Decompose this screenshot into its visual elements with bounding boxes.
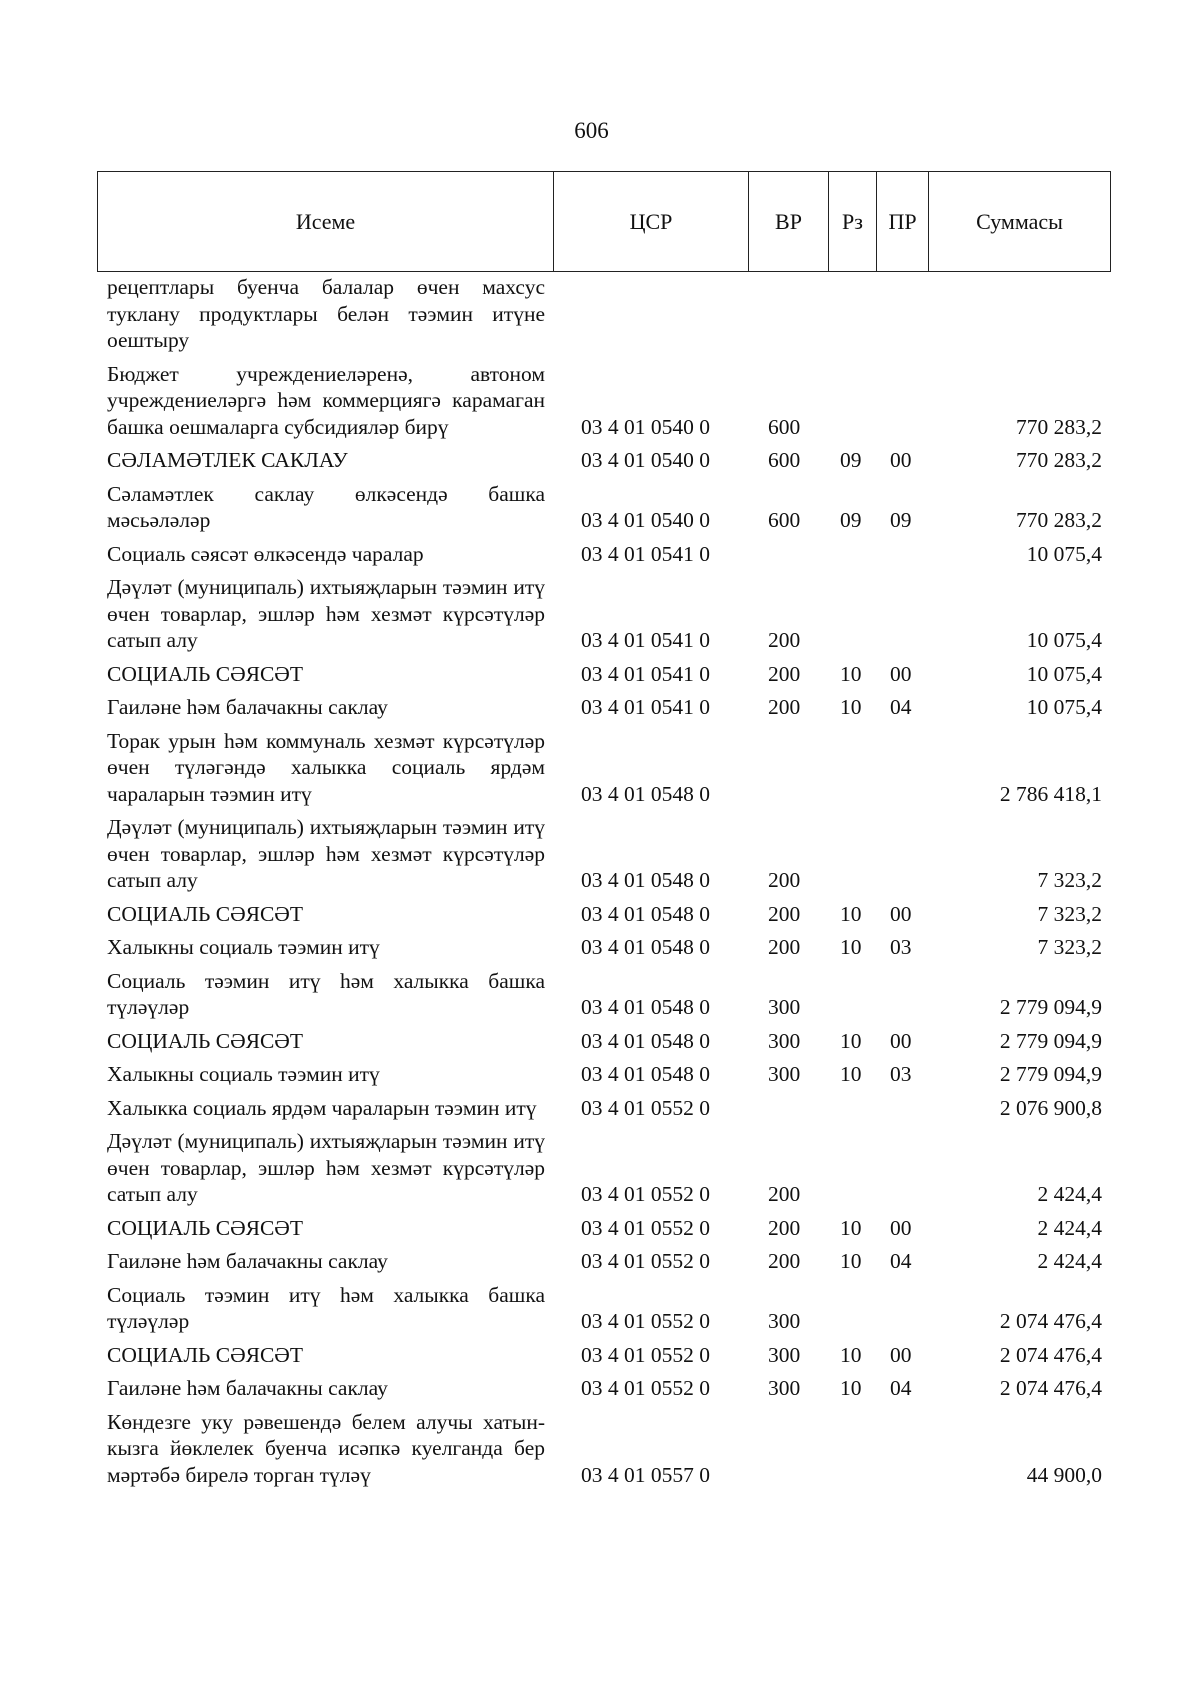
cell-csr-text: 03 4 01 0548 0 <box>581 1062 710 1086</box>
cell-csr <box>553 1091 748 1125</box>
cell-rz <box>828 274 876 357</box>
cell-pr <box>876 1371 928 1405</box>
cell-sum <box>928 690 1110 724</box>
cell-name-text: Халыкка социаль ярдәм чараларын тәэмин итү <box>107 1095 537 1120</box>
table-row <box>97 443 1110 477</box>
cell-vr-text: 200 <box>768 661 801 686</box>
cell-pr <box>876 964 928 1024</box>
table-row <box>97 1211 1110 1245</box>
cell-sum-text: 2 779 094,9 <box>999 1062 1102 1086</box>
cell-name-text: Сәламәтлек саклау өлкәсендә башка мәсьәләләр <box>107 481 545 532</box>
cell-csr <box>553 357 748 444</box>
cell-vr-text: 200 <box>768 1249 801 1273</box>
cell-pr-text: 00 <box>890 448 912 472</box>
cell-vr <box>748 690 828 724</box>
cell-rz <box>828 897 876 931</box>
cell-name-text: Дәүләт (муниципаль) ихтыяҗларын тәэмин итү өчен товарлар, эшләр һәм хезмәт күрсәтүләр сатып алу <box>107 575 545 652</box>
cell-sum <box>928 1057 1110 1091</box>
cell-rz-text: 10 <box>840 1028 862 1053</box>
cell-rz <box>828 357 876 444</box>
cell-vr <box>748 930 828 964</box>
cell-sum-text: 770 283,2 <box>1016 414 1102 439</box>
cell-vr-text: 200 <box>768 935 801 959</box>
cell-rz <box>828 537 876 571</box>
table-row <box>97 1057 1110 1091</box>
cell-rz <box>828 1091 876 1125</box>
cell-vr-text: 200 <box>768 695 801 719</box>
table-row <box>97 897 1110 931</box>
cell-csr-text: 03 4 01 0557 0 <box>581 1462 710 1487</box>
cell-csr-text: 03 4 01 0541 0 <box>581 695 710 719</box>
cell-pr <box>876 570 928 657</box>
cell-sum-text: 44 900,0 <box>1026 1462 1102 1487</box>
cell-sum <box>928 1371 1110 1405</box>
cell-sum-text: 7 323,2 <box>1037 868 1102 892</box>
cell-vr <box>748 443 828 477</box>
cell-csr <box>553 537 748 571</box>
cell-name <box>97 690 553 724</box>
cell-rz-text: 10 <box>840 935 862 959</box>
cell-pr-text: 03 <box>890 1062 912 1086</box>
cell-csr-text: 03 4 01 0540 0 <box>581 508 710 532</box>
cell-vr <box>748 724 828 811</box>
header-name: Исеме <box>98 172 554 272</box>
cell-csr <box>553 690 748 724</box>
cell-csr-text: 03 4 01 0541 0 <box>581 541 710 566</box>
cell-rz-text: 09 <box>840 448 862 472</box>
cell-csr <box>553 930 748 964</box>
cell-csr-text: 03 4 01 0552 0 <box>581 1309 710 1333</box>
cell-name-text: СОЦИАЛЬ СӘЯСӘТ <box>107 1342 303 1367</box>
cell-sum-text: 770 283,2 <box>1016 448 1102 472</box>
table-row <box>97 357 1110 444</box>
cell-name-text: Гаиләне һәм балачакны саклау <box>107 1249 388 1273</box>
cell-sum <box>928 1244 1110 1278</box>
cell-pr <box>876 274 928 357</box>
cell-csr <box>553 1211 748 1245</box>
cell-name <box>97 657 553 691</box>
cell-vr-text: 200 <box>768 628 801 652</box>
cell-csr-text: 03 4 01 0548 0 <box>581 868 710 892</box>
table-row <box>97 810 1110 897</box>
cell-pr <box>876 897 928 931</box>
cell-name-text: СОЦИАЛЬ СӘЯСӘТ <box>107 901 303 926</box>
cell-csr <box>553 810 748 897</box>
cell-csr <box>553 1371 748 1405</box>
cell-name <box>97 443 553 477</box>
cell-pr <box>876 724 928 811</box>
cell-rz-text: 10 <box>840 1062 862 1086</box>
cell-csr <box>553 897 748 931</box>
cell-rz <box>828 1024 876 1058</box>
cell-name <box>97 1124 553 1211</box>
cell-vr-text: 600 <box>768 448 801 472</box>
cell-sum <box>928 1091 1110 1125</box>
cell-sum-text: 2 424,4 <box>1037 1215 1102 1240</box>
cell-name <box>97 810 553 897</box>
cell-sum-text: 10 075,4 <box>1026 628 1102 652</box>
cell-sum <box>928 964 1110 1024</box>
cell-pr <box>876 1091 928 1125</box>
cell-pr-text: 00 <box>890 661 912 686</box>
cell-vr <box>748 1091 828 1125</box>
table-row <box>97 1024 1110 1058</box>
cell-name-text: Бюджет учреждениеләренә, автоном учреждениеләргә һәм коммерциягә карамаган башка оешмаларга субсидияләр бирү <box>107 361 545 439</box>
table-row <box>97 1278 1110 1338</box>
cell-pr-text: 00 <box>890 1215 912 1240</box>
cell-sum <box>928 810 1110 897</box>
cell-vr-text: 300 <box>768 1376 801 1400</box>
cell-pr <box>876 1124 928 1211</box>
cell-name <box>97 1024 553 1058</box>
cell-sum-text: 2 424,4 <box>1037 1249 1102 1273</box>
cell-csr-text: 03 4 01 0541 0 <box>581 661 710 686</box>
cell-rz <box>828 1244 876 1278</box>
cell-pr <box>876 1024 928 1058</box>
cell-rz <box>828 657 876 691</box>
cell-name <box>97 537 553 571</box>
table-row <box>97 1244 1110 1278</box>
cell-vr-text: 200 <box>768 1182 801 1206</box>
cell-name-text: рецептлары буенча балалар өчен махсус туклану продуктлары белән тәэмин итүне оештыру <box>107 275 545 352</box>
cell-vr-text: 600 <box>768 414 801 439</box>
cell-sum-text: 2 779 094,9 <box>999 1028 1102 1053</box>
cell-sum-text: 10 075,4 <box>1026 695 1102 719</box>
cell-name-text: Торак урын һәм коммуналь хезмәт күрсәтүләр өчен түләгәндә халыкка социаль ярдәм чараларын тәэмин итү <box>107 728 545 806</box>
table-row <box>97 570 1110 657</box>
cell-csr <box>553 443 748 477</box>
cell-name <box>97 357 553 444</box>
table-row <box>97 724 1110 811</box>
cell-pr <box>876 690 928 724</box>
cell-pr <box>876 1338 928 1372</box>
cell-name <box>97 1091 553 1125</box>
header-csr: ЦСР <box>554 172 749 272</box>
cell-csr <box>553 1278 748 1338</box>
cell-pr <box>876 1405 928 1492</box>
cell-name-text: Социаль сәясәт өлкәсендә чаралар <box>107 541 424 566</box>
cell-csr <box>553 1057 748 1091</box>
header-rz: Рз <box>829 172 877 272</box>
table-row <box>97 1371 1110 1405</box>
cell-pr <box>876 477 928 537</box>
cell-rz <box>828 964 876 1024</box>
cell-name <box>97 477 553 537</box>
cell-vr <box>748 1024 828 1058</box>
table-row <box>97 1338 1110 1372</box>
cell-name <box>97 1278 553 1338</box>
cell-pr <box>876 443 928 477</box>
cell-csr <box>553 1124 748 1211</box>
table-body <box>97 274 1110 1491</box>
cell-name-text: Халыкны социаль тәэмин итү <box>107 935 380 959</box>
cell-vr <box>748 964 828 1024</box>
cell-sum-text: 7 323,2 <box>1037 935 1102 959</box>
cell-name-text: Дәүләт (муниципаль) ихтыяҗларын тәэмин итү өчен товарлар, эшләр һәм хезмәт күрсәтүләр сатып алу <box>107 1129 545 1206</box>
cell-rz-text: 10 <box>840 695 862 719</box>
cell-vr-text: 200 <box>768 901 801 926</box>
cell-vr <box>748 357 828 444</box>
cell-name-text: Гаиләне һәм балачакны саклау <box>107 1376 388 1400</box>
cell-csr <box>553 1338 748 1372</box>
cell-csr <box>553 570 748 657</box>
cell-csr-text: 03 4 01 0540 0 <box>581 414 710 439</box>
cell-sum <box>928 477 1110 537</box>
cell-sum <box>928 1211 1110 1245</box>
cell-vr-text: 300 <box>768 1342 801 1367</box>
cell-vr-text: 300 <box>768 1309 801 1333</box>
cell-rz <box>828 810 876 897</box>
cell-csr-text: 03 4 01 0552 0 <box>581 1342 710 1367</box>
cell-sum <box>928 357 1110 444</box>
cell-pr-text: 00 <box>890 1342 912 1367</box>
cell-name-text: Халыкны социаль тәэмин итү <box>107 1062 380 1086</box>
cell-vr <box>748 1244 828 1278</box>
cell-csr-text: 03 4 01 0548 0 <box>581 901 710 926</box>
table-header <box>97 171 1111 272</box>
cell-name-text: СОЦИАЛЬ СӘЯСӘТ <box>107 661 303 686</box>
cell-name-text: Дәүләт (муниципаль) ихтыяҗларын тәэмин итү өчен товарлар, эшләр һәм хезмәт күрсәтүләр сатып алу <box>107 815 545 892</box>
table-row <box>97 1091 1110 1125</box>
cell-name-text: СОЦИАЛЬ СӘЯСӘТ <box>107 1028 303 1053</box>
cell-sum <box>928 1278 1110 1338</box>
cell-name-text: Көндезге уку рәвешендә белем алучы хатын-кызга йөклелек буенча исәпкә куелганда бер мәртәбә бирелә торган түләү <box>107 1409 545 1487</box>
cell-rz <box>828 1278 876 1338</box>
cell-vr <box>748 1124 828 1211</box>
cell-rz <box>828 443 876 477</box>
cell-pr <box>876 810 928 897</box>
cell-csr-text: 03 4 01 0540 0 <box>581 448 710 472</box>
cell-rz <box>828 1124 876 1211</box>
cell-pr-text: 03 <box>890 935 912 959</box>
cell-vr-text: 300 <box>768 1028 801 1053</box>
cell-sum <box>928 570 1110 657</box>
cell-sum <box>928 1338 1110 1372</box>
cell-rz-text: 10 <box>840 1376 862 1400</box>
cell-pr <box>876 1211 928 1245</box>
cell-rz <box>828 930 876 964</box>
cell-csr <box>553 964 748 1024</box>
cell-name <box>97 897 553 931</box>
cell-vr-text: 200 <box>768 1215 801 1240</box>
cell-rz <box>828 1405 876 1492</box>
table-row <box>97 1124 1110 1211</box>
table-row <box>97 930 1110 964</box>
cell-name <box>97 724 553 811</box>
header-sum: Суммасы <box>929 172 1111 272</box>
cell-sum <box>928 930 1110 964</box>
cell-pr <box>876 657 928 691</box>
cell-sum-text: 7 323,2 <box>1037 901 1102 926</box>
cell-vr <box>748 897 828 931</box>
cell-csr <box>553 1244 748 1278</box>
cell-vr-text: 600 <box>768 508 801 532</box>
cell-vr <box>748 1057 828 1091</box>
table-row <box>97 690 1110 724</box>
cell-csr-text: 03 4 01 0548 0 <box>581 995 710 1019</box>
cell-pr <box>876 537 928 571</box>
cell-vr <box>748 1405 828 1492</box>
table-row <box>97 537 1110 571</box>
cell-name <box>97 1244 553 1278</box>
cell-sum <box>928 1405 1110 1492</box>
cell-csr-text: 03 4 01 0548 0 <box>581 935 710 959</box>
cell-name <box>97 1211 553 1245</box>
cell-rz-text: 10 <box>840 1342 862 1367</box>
cell-vr <box>748 810 828 897</box>
cell-rz-text: 09 <box>840 508 862 532</box>
cell-sum <box>928 274 1110 357</box>
cell-vr-text: 300 <box>768 1062 801 1086</box>
cell-rz <box>828 477 876 537</box>
cell-pr <box>876 1057 928 1091</box>
cell-csr-text: 03 4 01 0552 0 <box>581 1095 710 1120</box>
table-row <box>97 274 1110 357</box>
cell-sum-text: 2 424,4 <box>1037 1182 1102 1206</box>
cell-name <box>97 570 553 657</box>
cell-sum <box>928 1124 1110 1211</box>
cell-pr <box>876 357 928 444</box>
cell-vr-text: 300 <box>768 995 801 1019</box>
cell-rz <box>828 1338 876 1372</box>
cell-csr-text: 03 4 01 0552 0 <box>581 1376 710 1400</box>
cell-sum <box>928 443 1110 477</box>
cell-pr-text: 04 <box>890 1249 912 1273</box>
cell-name-text: Социаль тәэмин итү һәм халыкка башка түләүләр <box>107 1282 545 1333</box>
table-row <box>97 1405 1110 1492</box>
header-vr: ВР <box>749 172 829 272</box>
cell-name <box>97 274 553 357</box>
cell-rz <box>828 1057 876 1091</box>
cell-pr <box>876 930 928 964</box>
cell-rz-text: 10 <box>840 1215 862 1240</box>
cell-sum-text: 2 779 094,9 <box>999 995 1102 1019</box>
cell-rz <box>828 724 876 811</box>
cell-sum-text: 10 075,4 <box>1026 661 1102 686</box>
cell-csr <box>553 1405 748 1492</box>
cell-sum-text: 10 075,4 <box>1026 541 1102 566</box>
header-pr: ПР <box>877 172 929 272</box>
cell-sum <box>928 897 1110 931</box>
cell-csr-text: 03 4 01 0552 0 <box>581 1215 710 1240</box>
cell-pr-text: 09 <box>890 508 912 532</box>
cell-rz <box>828 1211 876 1245</box>
cell-csr-text: 03 4 01 0552 0 <box>581 1182 710 1206</box>
cell-sum <box>928 657 1110 691</box>
cell-csr-text: 03 4 01 0548 0 <box>581 781 710 806</box>
cell-csr <box>553 274 748 357</box>
cell-sum-text: 2 074 476,4 <box>999 1309 1102 1333</box>
cell-rz-text: 10 <box>840 901 862 926</box>
cell-name-text: СОЦИАЛЬ СӘЯСӘТ <box>107 1215 303 1240</box>
cell-pr <box>876 1244 928 1278</box>
cell-sum <box>928 724 1110 811</box>
cell-rz <box>828 690 876 724</box>
cell-rz <box>828 1371 876 1405</box>
cell-name-text: Гаиләне һәм балачакны саклау <box>107 695 388 719</box>
table-row <box>97 964 1110 1024</box>
cell-csr <box>553 724 748 811</box>
cell-name <box>97 1057 553 1091</box>
cell-pr <box>876 1278 928 1338</box>
cell-csr <box>553 657 748 691</box>
cell-sum <box>928 1024 1110 1058</box>
cell-name <box>97 1338 553 1372</box>
cell-vr <box>748 477 828 537</box>
cell-name <box>97 1405 553 1492</box>
cell-sum-text: 2 076 900,8 <box>999 1095 1102 1120</box>
cell-sum-text: 770 283,2 <box>1016 508 1102 532</box>
cell-pr-text: 00 <box>890 1028 912 1053</box>
table-row <box>97 657 1110 691</box>
cell-csr <box>553 1024 748 1058</box>
cell-csr-text: 03 4 01 0548 0 <box>581 1028 710 1053</box>
cell-sum-text: 2 786 418,1 <box>999 781 1102 806</box>
cell-name <box>97 930 553 964</box>
cell-vr <box>748 1371 828 1405</box>
cell-rz-text: 10 <box>840 1249 862 1273</box>
cell-vr <box>748 1338 828 1372</box>
cell-csr-text: 03 4 01 0552 0 <box>581 1249 710 1273</box>
table-row <box>97 477 1110 537</box>
cell-name <box>97 1371 553 1405</box>
cell-pr-text: 04 <box>890 1376 912 1400</box>
cell-name-text: Социаль тәэмин итү һәм халыкка башка түләүләр <box>107 968 545 1019</box>
cell-pr-text: 00 <box>890 901 912 926</box>
cell-vr <box>748 1211 828 1245</box>
page-number: 606 <box>574 118 609 143</box>
cell-vr <box>748 537 828 571</box>
cell-vr-text: 200 <box>768 868 801 892</box>
cell-pr-text: 04 <box>890 695 912 719</box>
cell-rz <box>828 570 876 657</box>
cell-vr <box>748 657 828 691</box>
cell-sum-text: 2 074 476,4 <box>999 1376 1102 1400</box>
cell-sum <box>928 537 1110 571</box>
cell-vr <box>748 570 828 657</box>
cell-csr <box>553 477 748 537</box>
cell-sum-text: 2 074 476,4 <box>999 1342 1102 1367</box>
cell-csr-text: 03 4 01 0541 0 <box>581 628 710 652</box>
cell-name-text: СӘЛАМӘТЛЕК САКЛАУ <box>107 448 348 472</box>
cell-name <box>97 964 553 1024</box>
cell-vr <box>748 1278 828 1338</box>
cell-vr <box>748 274 828 357</box>
cell-rz-text: 10 <box>840 661 862 686</box>
